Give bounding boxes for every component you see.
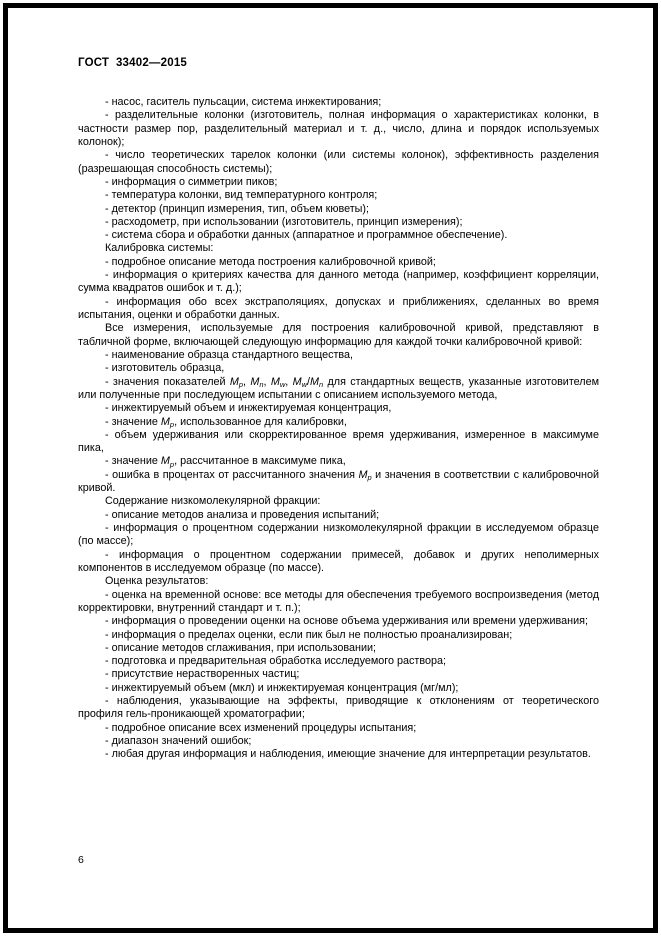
formula-M-symbol: $M_w$ [292,375,307,390]
paragraph: - информация обо всех экстраполяциях, допусках и приближениях, сделанных во время испытания, оценки и обработки данных. [78,295,599,321]
paragraph: Все измерения, используемые для построения калибровочной кривой, представляют в табличной форме, включающей следующую информацию для каждой точки калибровочной кривой: [78,322,599,348]
document-body [78,96,599,762]
paragraph: - температура колонки, вид температурного контроля; [105,189,378,202]
paragraph: - информация о симметрии пиков; [105,175,278,188]
formula-M-symbol: $M_p$ [160,455,175,469]
paragraph: - инжектируемый объем и инжектируемая концентрация, [105,402,392,415]
formula-M-symbol: $M_p$ [229,375,244,390]
paragraph: - оценка на временной основе: все методы для обеспечения требуемого воспроизведения (метод корректировки, внутренний стандарт и т. п.); [78,588,599,614]
formula-M-symbol: $M_p$ [160,415,175,429]
paragraph: - информация о проведении оценки на основе объема удерживания или времени удерживания; [105,615,588,628]
formula-M-symbol: $M_p$ [358,468,372,483]
paragraph: - любая другая информация и наблюдения, имеющие значение для интерпретации результатов. [105,748,591,761]
paragraph: - наименование образца стандартного вещества, [105,348,354,361]
paragraph: - детектор (принцип измерения, тип, объем кюветы); [105,202,370,215]
paragraph: - насос, гаситель пульсации, система инжектирования; [105,96,382,108]
paragraph: - разделительные колонки (изготовитель, полная информация о характеристиках колонки, в частности размер пор, разделительный материал и т. д., число, длина и порядок используемых колонок); [78,109,599,148]
paragraph: - информация о пределах оценки, если пик был не полностью проанализирован; [105,628,513,641]
formula-M-symbol: $M_w$ [270,375,286,390]
document-header-standard-number: ГОСТ 33402—2015 [78,57,188,69]
paragraph: - информация о процентном содержании примесей, добавок и других неполимерных компонентов в исследуемом образце (по массе). [78,548,599,574]
paragraph: - информация о процентном содержании низкомолекулярной фракции в исследуемом образце (по массе); [78,522,599,548]
paragraph: - наблюдения, указывающие на эффекты, приводящие к отклонениям от теоретического профиля гель-проникающей хроматографии; [78,695,599,721]
paragraph: - присутствие нерастворенных частиц; [105,668,300,681]
paragraph: - число теоретических тарелок колонки (или системы колонок), эффективность разделения (разрешающая способность системы); [78,149,599,175]
paragraph: - ошибка в процентах от рассчитанного значения $M_p$ и значения в соответствии с калибровочной кривой. [78,468,599,495]
formula-M-symbol: $M_n$ [250,375,264,390]
paragraph: Содержание низкомолекулярной фракции: [105,495,321,508]
paragraph: Оценка результатов: [105,575,209,588]
paragraph: - объем удерживания или скорректированное время удерживания, измеренное в максимуме пика, [78,428,599,455]
paragraph: - описание методов сглаживания, при использовании; [105,641,377,654]
paragraph: Калибровка системы: [105,242,214,255]
formula-M-symbol: $M_n$ [310,375,324,390]
paragraph: - подробное описание метода построения калибровочной кривой; [105,255,436,268]
paragraph: - подготовка и предварительная обработка исследуемого раствора; [105,655,446,668]
paragraph: - подробное описание всех изменений процедуры испытания; [105,721,417,734]
paragraph: - система сбора и обработки данных (аппаратное и программное обеспечение). [105,229,508,242]
paragraph: - значение $M_p$, использованное для калибровки, [105,415,347,429]
paragraph: - описание методов анализа и проведения испытаний; [105,508,380,521]
paragraph: - значения показателей $M_p$, $M_n$, $M_w$, $M_w/M_n$ для стандартных веществ, указанные изготовителем или полученные при последующем испытании с описанием используемого метода, [78,375,600,401]
paragraph: - информация о критериях качества для данного метода (например, коэффициент корреляции, сумма квадратов ошибок и т. д.); [78,269,599,295]
paragraph: - значение $M_p$, рассчитанное в максимуме пика, [105,455,346,469]
paragraph: - расходометр, при использовании (изготовитель, принцип измерения); [105,215,463,228]
paragraph: - диапазон значений ошибок; [105,735,252,747]
paragraph: - изготовитель образца, [105,362,225,375]
paragraph: - инжектируемый объем (мкл) и инжектируемая концентрация (мг/мл); [105,681,459,694]
page-number: 6 [78,854,84,866]
